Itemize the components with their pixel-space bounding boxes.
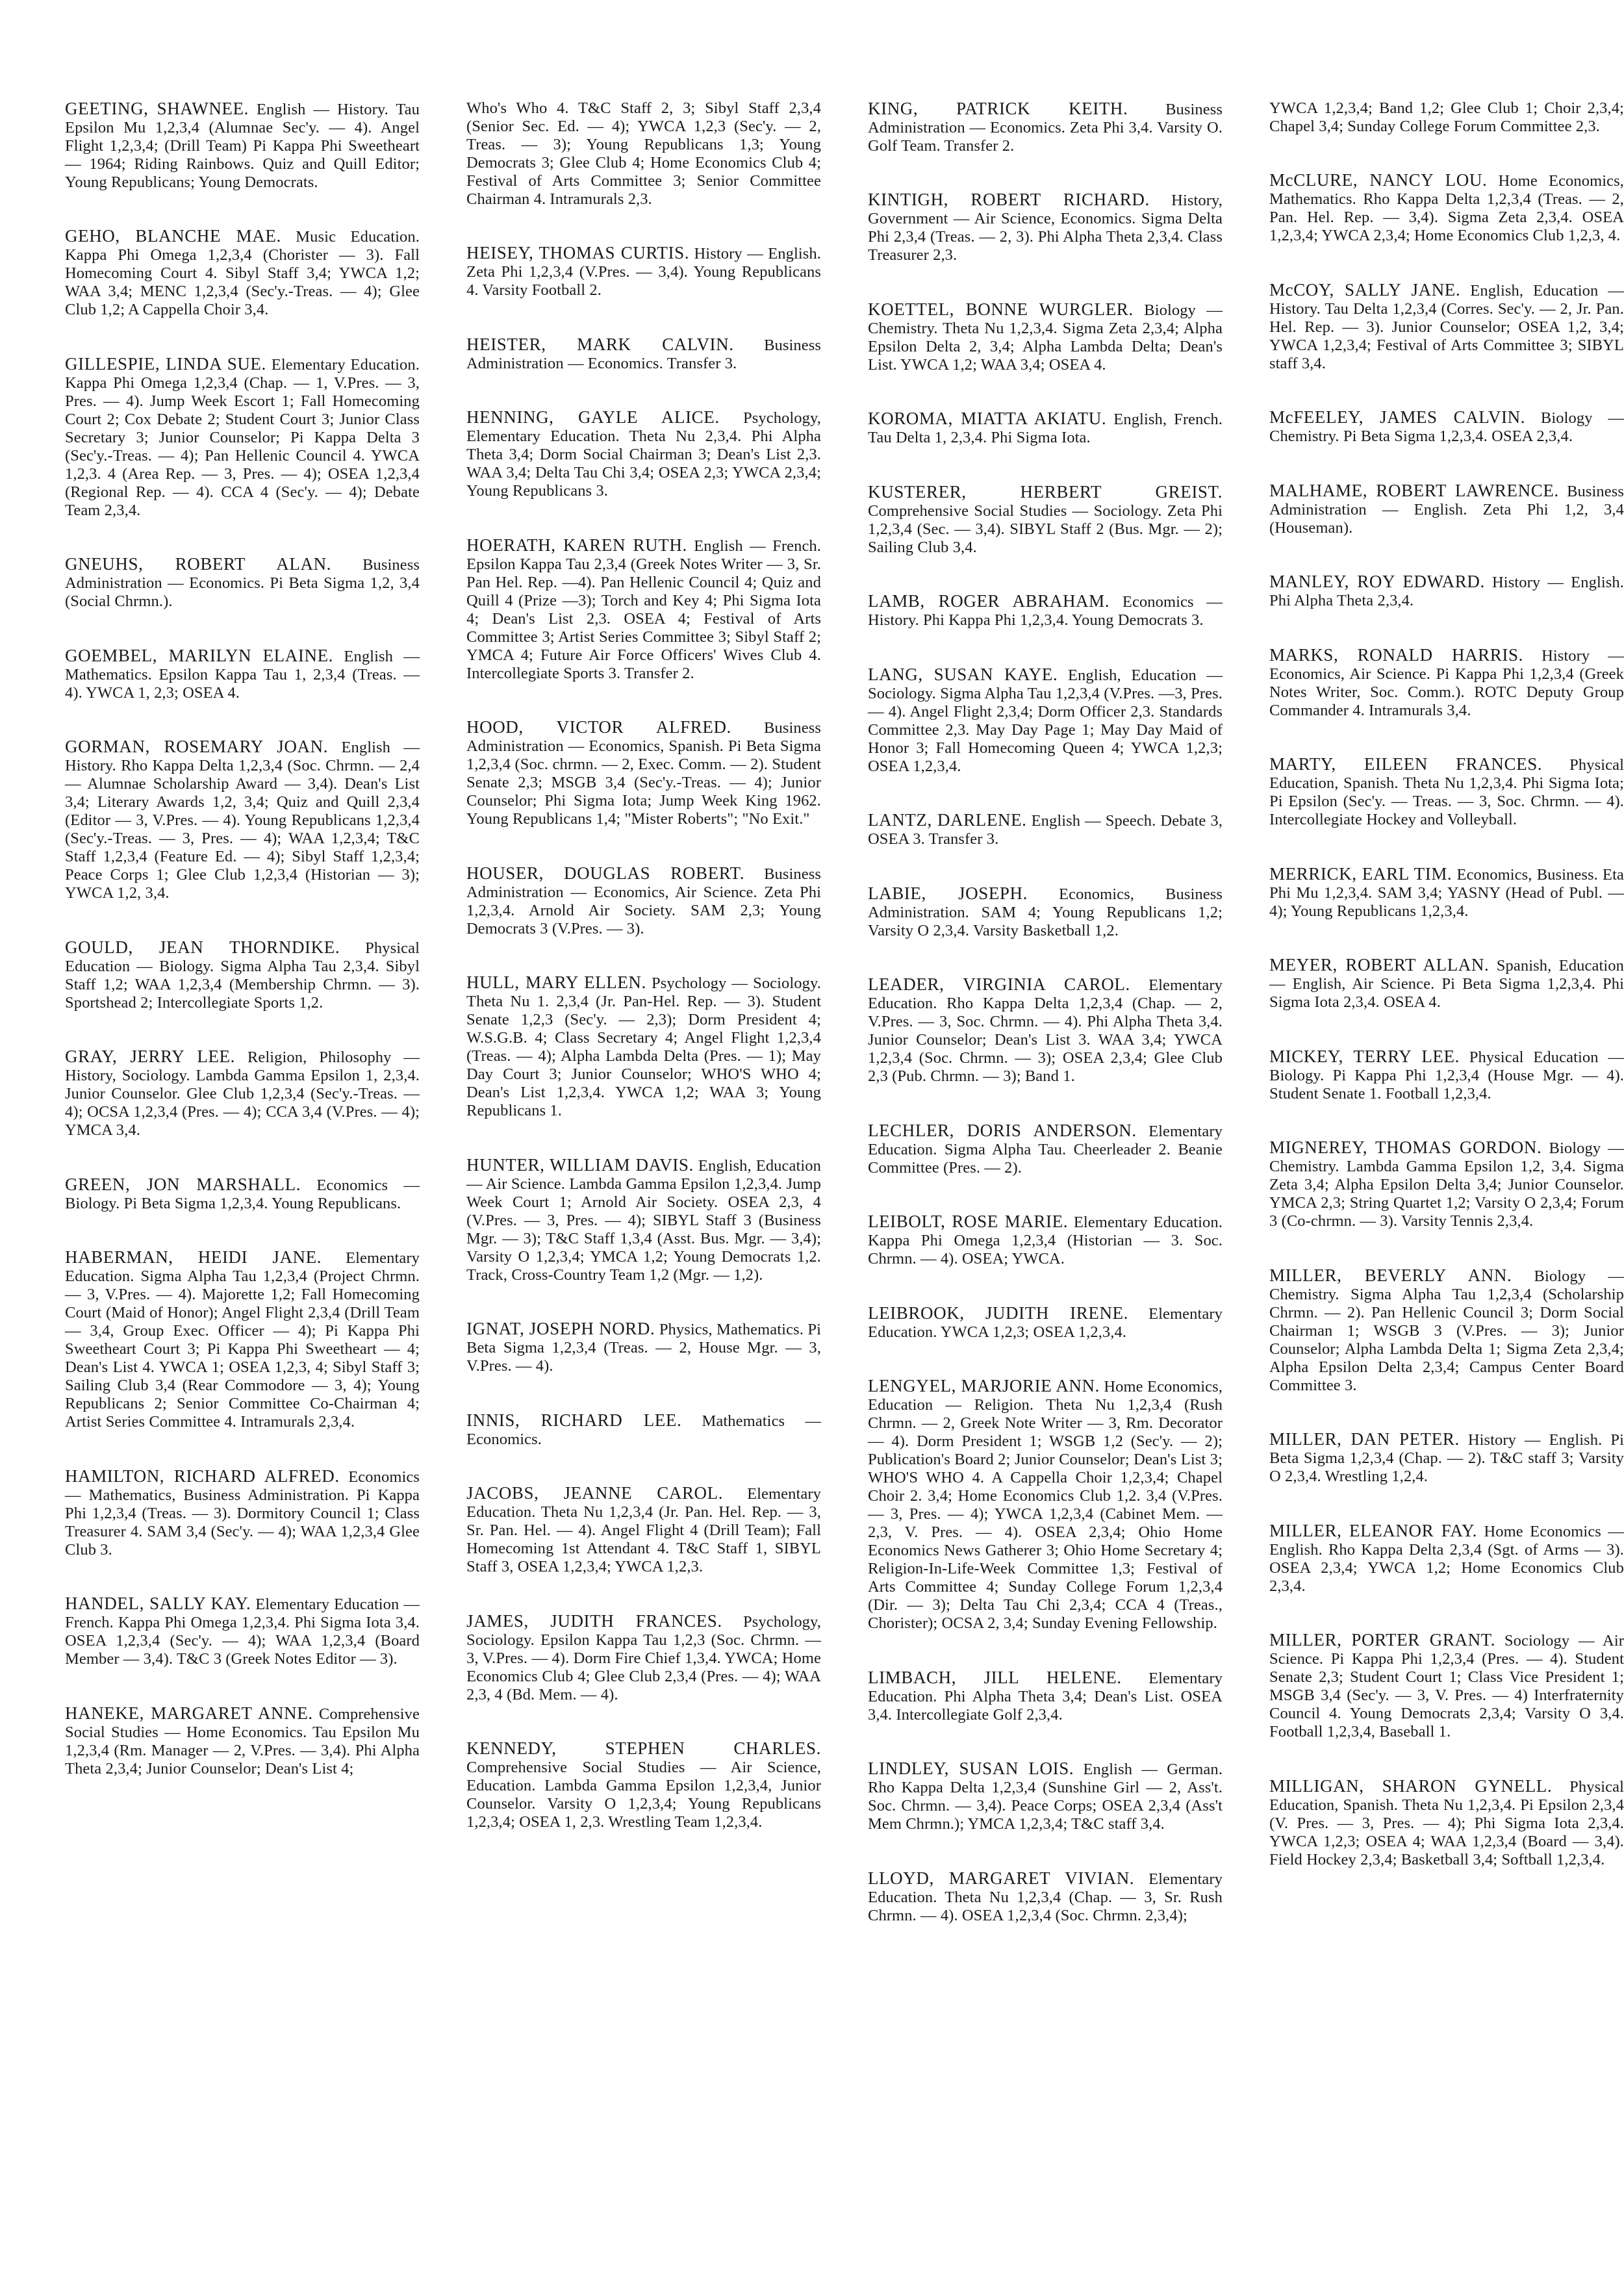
student-name: GORMAN, ROSEMARY JOAN.	[65, 737, 329, 756]
student-entry	[868, 1869, 1223, 1925]
column-2	[466, 83, 821, 2279]
student-name: LLOYD, MARGARET VIVIAN.	[868, 1868, 1135, 1888]
student-activities: Economics — Mathematics, Business Administration. Pi Kappa Phi 1,2,3,4 (Treas. — 3). Dormitory Council 1; Class Treasurer 4. SAM 3,4 (Sec'y. — 4); WAA 1,2,3,4 Glee Club 3.	[65, 1468, 420, 1559]
student-name: KUSTERER, HERBERT GREIST.	[868, 481, 1223, 502]
student-entry	[868, 1304, 1223, 1342]
student-name: HENNING, GAYLE ALICE.	[466, 407, 720, 427]
student-activities: Business Administration — Economics. Transfer 3.	[466, 336, 821, 372]
student-activities: Psychology, Sociology. Epsilon Kappa Tau 1,2,3 (Soc. Chrmn. — 3, V.Pres. — 4). Dorm Fire Chief 1,3,4. YWCA; Home Economics Club 4; Glee Club 2,3,4 (Pres. — 4); WAA 2,3, 4 (Bd. Mem. — 4).	[466, 1612, 822, 1703]
student-name: INNIS, RICHARD LEE.	[466, 1410, 682, 1430]
student-entry	[1269, 1266, 1624, 1395]
student-activities: English, Education — History. Tau Delta 1,2,3,4 (Corres. Sec'y. — 2, Jr. Pan. Hel. Rep. — 3). Junior Counselor; OSEA 1,2, 3,4; YWCA 1,2,3,4; Festival of Arts Committee 3; SIBYL staff 3,4.	[1269, 281, 1624, 372]
student-entry	[1269, 1138, 1624, 1230]
column-1	[65, 83, 420, 2279]
student-name: MICKEY, TERRY LEE.	[1269, 1046, 1460, 1066]
student-activities: Elementary Education. Theta Nu 1,2,3,4 (Chap. — 3, Sr. Rush Chrmn. — 4). OSEA 1,2,3,4 (Soc. Chrmn. 2,3,4);	[868, 1870, 1223, 1924]
student-entry	[1269, 1521, 1624, 1596]
student-entry	[466, 1156, 821, 1284]
student-activities: Elementary Education. Theta Nu 1,2,3,4 (Jr. Pan. Hel. Rep. — 3, Sr. Pan. Hel. — 4). Angel Flight 4 (Drill Team); Fall Homecoming 1st Attendant 4. T&C Staff 1, SIBYL Staff 3, OSEA 1,2,3,4; YWCA 1,2,3.	[466, 1485, 821, 1575]
student-activities: History — English. Pi Beta Sigma 1,2,3,4 (Chap. — 2). T&C staff 3; Varsity O 2,3,4. Wrestling 1,2,4.	[1269, 1431, 1624, 1485]
student-name: McFEELEY, JAMES CALVIN.	[1269, 407, 1526, 427]
student-name: HEISTER, MARK CALVIN.	[466, 334, 734, 354]
student-activities: Mathematics — Economics.	[466, 1412, 821, 1448]
student-entry	[1269, 865, 1624, 921]
student-name: MERRICK, EARL TIM.	[1269, 863, 1453, 884]
student-name: MILLER, BEVERLY ANN.	[1269, 1265, 1512, 1285]
student-name: LABIE, JOSEPH.	[868, 883, 1028, 903]
student-entry	[1269, 956, 1624, 1012]
student-name: MEYER, ROBERT ALLAN.	[1269, 955, 1490, 974]
student-entry	[466, 864, 821, 938]
student-name: LEIBOLT, ROSE MARIE.	[868, 1212, 1069, 1231]
student-activities: English — History. Tau Epsilon Mu 1,2,3,4 (Alumnae Sec'y. — 4). Angel Flight 1,2,3,4; (Drill Team) Pi Kappa Phi Sweetheart — 1964; Riding Rainbows. Quiz and Quill Editor; Young Republicans; Young Democrats.	[65, 100, 420, 191]
student-activities: Biology — Chemistry. Sigma Alpha Tau 1,2,3,4 (Scholarship Chrmn. — 2). Pan Hellenic Council 3; Dorm Social Chairman 1; WSGB 3 (V.Pres. — 3); Junior Counselor; Alpha Lambda Delta 1; Sigma Zeta 2,3,4; Alpha Epsilon Delta 2,3,4; Campus Center Board Committee 3.	[1269, 1267, 1624, 1394]
student-entry	[868, 300, 1223, 374]
student-name: LANG, SUSAN KAYE.	[868, 664, 1058, 684]
student-activities: Music Education. Kappa Phi Omega 1,2,3,4 (Chorister — 3). Fall Homecoming Court 4. Sibyl Staff 3,4; YWCA 1,2; WAA 3,4; MENC 1,2,3,4 (Sec'y.-Treas. — 4); Glee Club 1,2; A Cappella Choir 3,4.	[65, 228, 420, 318]
student-entry	[1269, 481, 1624, 537]
student-name: LEIBROOK, JUDITH IRENE.	[868, 1303, 1128, 1323]
student-activities: History — English. Phi Alpha Theta 2,3,4.	[1269, 574, 1624, 609]
student-activities: Biology — Chemistry. Theta Nu 1,2,3,4. Sigma Zeta 2,3,4; Alpha Epsilon Delta 2, 3,4; Alpha Lambda Delta; Dean's List. YWCA 1,2; WAA 3,4; OSEA 4.	[868, 301, 1223, 374]
student-activities: History, Government — Air Science, Economics. Sigma Delta Phi 2,3,4 (Treas. — 2, 3). Phi Alpha Theta 2,3,4. Class Treasurer 2,3.	[868, 192, 1223, 264]
student-activities: Business Administration — Economics, Spanish. Pi Beta Sigma 1,2,3,4 (Soc. chrmn. — 2, Exec. Comm. — 2). Student Senate 2,3; MSGB 3,4 (Sec'y.-Treas. — 4); Junior Counselor; Phi Sigma Iota; Jump Week King 1962. Young Republicans 1,4; "Mister Roberts"; "No Exit."	[466, 719, 821, 828]
student-name: HOUSER, DOUGLAS ROBERT.	[466, 863, 745, 883]
student-entry-continued	[466, 99, 821, 209]
student-activities: Elementary Education — French. Kappa Phi Omega 1,2,3,4. Phi Sigma Iota 3,4. OSEA 1,2,3,4 (Sec'y. — 4); WAA 1,2,3,4 (Board Member — 3,4). T&C 3 (Greek Notes Editor — 3).	[65, 1596, 420, 1668]
student-name: KOETTEL, BONNE WURGLER.	[868, 299, 1134, 319]
student-name: KENNEDY, STEPHEN CHARLES.	[466, 1738, 821, 1758]
student-entry	[466, 1612, 821, 1704]
student-name: HOOD, VICTOR ALFRED.	[466, 717, 731, 737]
student-name: MARTY, EILEEN FRANCES.	[1269, 754, 1543, 774]
student-name: McCOY, SALLY JANE.	[1269, 279, 1461, 299]
student-name: MANLEY, ROY EDWARD.	[1269, 572, 1485, 591]
student-activities: English — French. Epsilon Kappa Tau 2,3,4 (Greek Notes Writer — 3, Sr. Pan Hel. Rep. —4). Pan Hellenic Council 4; Quiz and Quill 4 (Prize —3); Torch and Key 4; Phi Sigma Iota 4; Dean's List 2,3. OSEA 4; Festival of Arts Committee 3; Artist Series Committee 3; Sibyl Staff 2; YMCA 4; Future Air Force Officers' Wives Club 4. Intercollegiate Sports 3. Transfer 2.	[466, 537, 821, 682]
student-entry	[1269, 1631, 1624, 1741]
student-name: HABERMAN, HEIDI JANE.	[65, 1247, 322, 1267]
student-name: HANEKE, MARGARET ANNE.	[65, 1703, 313, 1723]
student-name: LAMB, ROGER ABRAHAM.	[868, 591, 1110, 611]
student-name: LINDLEY, SUSAN LOIS.	[868, 1759, 1074, 1778]
student-name: HULL, MARY ELLEN.	[466, 973, 646, 992]
student-name: MILLER, ELEANOR FAY.	[1269, 1520, 1477, 1540]
student-entry	[1269, 171, 1624, 245]
student-entry	[868, 1377, 1223, 1633]
student-name: McCLURE, NANCY LOU.	[1269, 170, 1488, 190]
student-activities: Elementary Education. Kappa Phi Omega 1,2,3,4 (Chap. — 1, V.Pres. — 3, Pres. — 4). Jump Week Escort 1; Fall Homecoming Court 2; Cox Debate 2; Student Court 3; Junior Class Secretary 3; Junior Counselor; Pi Kappa Delta 3 (Sec'y.-Treas. — 4); Pan Hellenic Council 4. YWCA 1,2,3. 4 (Area Rep. — 3, Pres. — 4); OSEA 1,2,3,4 (Regional Rep. — 4). CCA 4 (Sec'y. — 4); Debate Team 2,3,4.	[65, 355, 420, 519]
student-activities: Home Economics — English. Rho Kappa Delta 2,3,4 (Sgt. of Arms — 3). OSEA 2,3,4; YWCA 1,2; Home Economics Club 2,3,4.	[1269, 1522, 1624, 1595]
student-entry	[1269, 1430, 1624, 1486]
student-name: MILLER, PORTER GRANT.	[1269, 1630, 1496, 1649]
student-entry	[868, 1759, 1223, 1833]
student-name: MIGNEREY, THOMAS GORDON.	[1269, 1138, 1542, 1157]
student-activities: Business Administration — Economics. Zeta Phi 3,4. Varsity O. Golf Team. Transfer 2.	[868, 100, 1223, 155]
student-activities: English — History. Rho Kappa Delta 1,2,3,4 (Soc. Chrmn. — 2,4 — Alumnae Scholarship Award — 3,4). Dean's List 3,4; Literary Awards 1,2, 3,4; Quiz and Quill 2,3,4 (Editor — 3, V.Pres. — 4). Young Republicans 1,2,3,4 (Sec'y.-Treas. — 3, Pres. — 4); WAA 1,2,3,4; T&C Staff 1,2,3,4 (Feature Ed. — 4); Sibyl Staff 1,2,3,4; Peace Corps 1; Glee Club 1,2,3,4 (Historian — 3); YWCA 1,2, 3,4.	[65, 739, 420, 902]
student-activities: Home Economics, Education — Religion. Theta Nu 1,2,3,4 (Rush Chrmn. — 2, Greek Note Writer — 3, Rm. Decorator — 4). Dorm President 1; WSGB 1,2 (Sec'y. — 2); Publication's Board 2; Junior Counselor; Dean's List 3; WHO'S WHO 4. A Cappella Choir 1,2,3,4; Chapel Choir 2. 3,4; Home Economics Club 1,2. 3,4 (V.Pres. — 3, Pres. — 4); YWCA 1,2,3,4 (Cabinet Mem. — 2,3, V. Pres. — 4). OSEA 2,3,4; Ohio Home Economics News Gatherer 3; Ohio Home Secretary 4; Religion-In-Life-Week Committee 1,3; Festival of Arts Committee 4; Sunday College Forum 1,2,3,4 (Dir. — 3); Delta Tau Chi 2,3,4; CCA 4 (Treas., Chorister); OCSA 2, 3,4; Sunday Evening Fellowship.	[868, 1378, 1223, 1632]
student-entry	[868, 1212, 1223, 1268]
student-name: GILLESPIE, LINDA SUE.	[65, 353, 266, 374]
student-entry	[868, 811, 1223, 848]
student-activities: History — English. Zeta Phi 1,2,3,4 (V.Pres. — 3,4). Young Republicans 4. Varsity Football 2.	[466, 245, 821, 299]
student-activities: Psychology, Elementary Education. Theta Nu 2,3,4. Phi Alpha Theta 3,4; Dorm Social Chairman 3; Dean's List 2,3. WAA 3,4; Delta Tau Chi 3,4; OSEA 2,3; YWCA 2,3,4; Young Republicans 3.	[466, 409, 821, 500]
student-activities: YWCA 1,2,3,4; Band 1,2; Glee Club 1; Choir 2,3,4; Chapel 3,4; Sunday College Forum Committee 2,3.	[1269, 99, 1624, 135]
student-activities: Business Administration — Economics, Air Science. Zeta Phi 1,2,3,4. Arnold Air Society. SAM 2,3; Young Democrats 3 (V.Pres. — 3).	[466, 865, 821, 937]
student-name: GRAY, JERRY LEE.	[65, 1047, 235, 1066]
student-activities: Business Administration — Economics. Pi Beta Sigma 1,2, 3,4 (Social Chrmn.).	[65, 556, 420, 610]
student-activities: Elementary Education. Kappa Phi Omega 1,2,3,4 (Historian — 3. Soc. Chrmn. — 4). OSEA; YWCA.	[868, 1214, 1223, 1267]
student-entry	[65, 646, 420, 702]
student-entry	[1269, 1047, 1624, 1103]
student-name: HEISEY, THOMAS CURTIS.	[466, 243, 690, 262]
student-activities: Business Administration — English. Zeta Phi 1,2, 3,4 (Houseman).	[1269, 482, 1624, 537]
student-activities: Economics, Business Administration. SAM 4; Young Republicans 1,2; Varsity O 2,3,4. Varsity Basketball 1,2.	[868, 885, 1223, 939]
student-name: KINTIGH, ROBERT RICHARD.	[868, 190, 1150, 209]
student-entry	[65, 1047, 420, 1140]
student-activities: Economics — Biology. Pi Beta Sigma 1,2,3,4. Young Republicans.	[65, 1176, 420, 1212]
student-activities: Psychology — Sociology. Theta Nu 1. 2,3,4 (Jr. Pan-Hel. Rep. — 3). Student Senate 1,2,3 (Sec'y. — 2,3); Dorm President 4; W.S.G.B. 4; Class Secretary 4; Angel Flight 1,2,3,4 (Treas. — 4); Alpha Lambda Delta (Pres. — 1); May Day Court 3; Junior Counselor; WHO'S WHO 4; Dean's List 1,2,3,4. YWCA 1,2; WAA 3; Young Republicans 1.	[466, 974, 821, 1119]
student-name: JAMES, JUDITH FRANCES.	[466, 1611, 722, 1631]
student-entry	[868, 409, 1223, 447]
student-entry	[466, 335, 821, 373]
student-entry	[65, 1704, 420, 1778]
student-entry	[65, 555, 420, 611]
student-name: HUNTER, WILLIAM DAVIS.	[466, 1154, 694, 1175]
student-name: LENGYEL, MARJORIE ANN.	[868, 1376, 1100, 1395]
student-name: KOROMA, MIATTA AKIATU.	[868, 409, 1107, 428]
student-name: MARKS, RONALD HARRIS.	[1269, 644, 1523, 665]
student-activities: Economics, Business. Eta Phi Mu 1,2,3,4. SAM 3,4; YASNY (Head of Publ. — 4); Young Republicans 1,2,3,4.	[1269, 865, 1624, 920]
student-name: HAMILTON, RICHARD ALFRED.	[65, 1466, 340, 1486]
student-activities: Biology — Chemistry. Lambda Gamma Epsilon 1,2, 3,4. Sigma Zeta 3,4; Alpha Epsilon Delta 3,4; Junior Counselor. YMCA 2,3; String Quartet 1,2; Varsity O 2,3,4; Forum 3 (Co-chrmn. — 3). Varsity Tennis 2,3,4.	[1269, 1140, 1624, 1230]
student-entry	[868, 592, 1223, 630]
student-entry	[65, 737, 420, 902]
student-entry	[868, 665, 1223, 776]
student-name: MILLIGAN, SHARON GYNELL.	[1269, 1776, 1553, 1796]
student-activities: Physics, Mathematics. Pi Beta Sigma 1,2,3,4 (Treas. — 2, House Mgr. — 3, V.Pres. — 4).	[466, 1321, 821, 1375]
student-activities: Who's Who 4. T&C Staff 2, 3; Sibyl Staff 2,3,4 (Senior Sec. Ed. — 4); YWCA 1,2,3 (Sec'y. — 2, Treas. — 3); Young Republicans 1,3; Young Democrats 3; Glee Club 4; Home Economics Club 4; Festival of Arts Committee 3; Senior Committee Chairman 4. Intramurals 2,3.	[466, 99, 821, 208]
student-entry	[868, 975, 1223, 1086]
student-name: GEETING, SHAWNEE.	[65, 98, 249, 118]
student-activities: Elementary Education. Rho Kappa Delta 1,2,3,4 (Chap. — 2, V.Pres. — 3, Soc. Chrmn. — 4). Phi Alpha Theta 3,4. Junior Counselor; Dean's List 3. WAA 3,4; YWCA 1,2,3,4 (Soc. Chrmn. — 3); OSEA 2,3,4; Glee Club 2,3 (Pub. Chrmn. — 3); Band 1.	[868, 976, 1223, 1085]
student-activities: English, Education — Air Science. Lambda Gamma Epsilon 1,2,3,4. Jump Week Court 1; Arnold Air Society. OSEA 2,3, 4 (V.Pres. — 3, Pres. — 4); SIBYL Staff 3 (Business Mgr. — 3); T&C Staff 1,3,4 (Asst. Bus. Mgr. — 3,4); Varsity O 1,2,3,4; YMCA 1,2; Young Democrats 1,2. Track, Cross-Country Team 1,2 (Mgr. — 1,2).	[466, 1156, 821, 1284]
student-activities: Economics — History. Phi Kappa Phi 1,2,3,4. Young Democrats 3.	[868, 593, 1223, 629]
column-3	[868, 83, 1223, 2279]
student-activities: English, Education — Sociology. Sigma Alpha Tau 1,2,3,4 (V.Pres. —3, Pres. — 4). Angel Flight 2,3,4; Dorm Officer 2,3. Standards Committee 2,3. May Day Page 1; May Day Maid of Honor 3; Fall Homecoming Queen 4; YWCA 1,2,3; OSEA 1,2,3,4.	[868, 666, 1223, 775]
student-entry	[65, 1175, 420, 1213]
student-activities: History — Economics, Air Science. Pi Kappa Phi 1,2,3,4 (Greek Notes Writer, Soc. Comm.). ROTC Deputy Group Commander 4. Intramurals 3,4.	[1269, 646, 1624, 719]
student-entry	[65, 938, 420, 1012]
student-name: MILLER, DAN PETER.	[1269, 1429, 1460, 1449]
student-activities: Elementary Education. YWCA 1,2,3; OSEA 1,2,3,4.	[868, 1305, 1223, 1341]
student-activities: Elementary Education. Sigma Alpha Tau 1,2,3,4 (Project Chrmn. — 3, V.Pres. — 4). Majorette 1,2; Fall Homecoming Court (Maid of Honor); Angel Flight 2,3,4 (Drill Team — 3,4, Group Exec. Officer — 4); Pi Kappa Phi Sweetheart Court 3; Pi Kappa Phi Sweetheart — 4; Dean's List 4. YWCA 1; OSEA 1,2,3, 4; Sibyl Staff 3; Sailing Club 3,4 (Rear Commodore — 3, 4); Young Republicans 2; Senior Committee Co-Chairman 4; Artist Series Committee 4. Intramurals 2,3,4.	[65, 1249, 420, 1431]
student-entry	[65, 99, 420, 192]
student-activities: Home Economics, Mathematics. Rho Kappa Delta 1,2,3,4 (Treas. — 2, Pan. Hel. Rep. — 3,4). Sigma Zeta 2,3,4. OSEA 1,2,3,4; YWCA 2,3,4; Home Economics Club 1,2,3, 4.	[1269, 172, 1624, 244]
student-activities: Elementary Education. Phi Alpha Theta 3,4; Dean's List. OSEA 3,4. Intercollegiate Golf 2,3,4.	[868, 1669, 1223, 1724]
student-entry	[65, 1467, 420, 1559]
student-entry	[466, 718, 821, 828]
student-activities: Spanish, Education — English, Air Science. Pi Beta Sigma 1,2,3,4. Phi Sigma Iota 2,3,4. OSEA 4.	[1269, 957, 1624, 1011]
student-activities: English — Speech. Debate 3, OSEA 3. Transfer 3.	[868, 812, 1223, 848]
student-activities: Physical Education — Biology. Pi Kappa Phi 1,2,3,4 (House Mgr. — 4). Student Senate 1. Football 1,2,3,4.	[1269, 1048, 1624, 1102]
student-activities: Comprehensive Social Studies — Home Economics. Tau Epsilon Mu 1,2,3,4 (Rm. Manager — 2, V.Pres. — 3,4). Phi Alpha Theta 2,3,4; Junior Counselor; Dean's List 4;	[65, 1705, 420, 1777]
student-entry	[65, 227, 420, 319]
student-entry	[466, 536, 821, 683]
student-entry	[1269, 1777, 1624, 1869]
student-entry	[868, 99, 1223, 155]
student-activities: Comprehensive Social Studies — Air Science, Education. Lambda Gamma Epsilon 1,2,3,4, Junior Counselor. Varsity O 1,2,3,4; Young Republicans 1,2,3,4; OSEA 1, 2,3. Wrestling Team 1,2,3,4.	[466, 1759, 821, 1831]
student-entry	[466, 973, 821, 1120]
student-name: LECHLER, DORIS ANDERSON.	[868, 1120, 1137, 1140]
student-name: GNEUHS, ROBERT ALAN.	[65, 554, 332, 574]
student-activities: Sociology — Air Science. Pi Kappa Phi 1,2,3,4 (Pres. — 4). Student Senate 2,3; Student Court 1; Class Vice President 1; MSGB 3,4 (Sec'y. — 3, V. Pres. — 4) Interfraternity Council 4. Young Democrats 2,3,4; Varsity O 3,4. Football 1,2,3,4, Baseball 1.	[1269, 1632, 1624, 1740]
student-entry	[466, 1411, 821, 1449]
student-name: LIMBACH, JILL HELENE.	[868, 1667, 1122, 1687]
student-name: LEADER, VIRGINIA CAROL.	[868, 974, 1130, 994]
student-entry	[466, 408, 821, 500]
student-name: IGNAT, JOSEPH NORD.	[466, 1319, 655, 1338]
student-entry	[1269, 755, 1624, 829]
student-entry	[1269, 281, 1624, 373]
student-activities: Physical Education, Spanish. Theta Nu 1,2,3,4. Phi Sigma Iota; Pi Epsilon (Sec'y. — Treas. — 3, Soc. Chrmn. — 4). Intercollegiate Hockey and Volleyball.	[1269, 756, 1624, 828]
student-activities: Elementary Education. Sigma Alpha Tau. Cheerleader 2. Beanie Committee (Pres. — 2).	[868, 1122, 1223, 1177]
student-activities: Comprehensive Social Studies — Sociology. Zeta Phi 1,2,3,4 (Sec. — 3,4). SIBYL Staff 2 (Bus. Mgr. — 2); Sailing Club 3,4.	[868, 502, 1223, 556]
student-activities: Biology — Chemistry. Pi Beta Sigma 1,2,3,4. OSEA 2,3,4.	[1269, 409, 1624, 445]
column-4	[1269, 83, 1624, 2279]
student-entry	[466, 1739, 821, 1831]
student-entry	[466, 1319, 821, 1375]
student-entry	[1269, 408, 1624, 446]
student-entry	[868, 1668, 1223, 1724]
student-activities: Religion, Philosophy — History, Sociology. Lambda Gamma Epsilon 1, 2,3,4. Junior Counselor. Glee Club 1,2,3,4 (Sec'y.-Treas. — 4); OCSA 1,2,3,4 (Pres. — 4); CCA 3,4 (V.Pres. — 4); YMCA 3,4.	[65, 1049, 420, 1139]
student-entry	[65, 355, 420, 520]
student-name: KING, PATRICK KEITH.	[868, 98, 1128, 118]
student-entry	[65, 1248, 420, 1431]
student-activities: English — Mathematics. Epsilon Kappa Tau 1, 2,3,4 (Treas. — 4). YWCA 1, 2,3; OSEA 4.	[65, 647, 420, 702]
student-activities: English — German. Rho Kappa Delta 1,2,3,4 (Sunshine Girl — 2, Ass't. Soc. Chrmn. — 3,4). Peace Corps; OSEA 2,3,4 (Ass't Mem Chrmn.); YMCA 1,2,3,4; T&C staff 3,4.	[868, 1761, 1223, 1833]
student-entry	[65, 1594, 420, 1668]
student-name: GOULD, JEAN THORNDIKE.	[65, 937, 340, 957]
student-name: HANDEL, SALLY KAY.	[65, 1594, 251, 1613]
student-name: HOERATH, KAREN RUTH.	[466, 535, 687, 555]
student-entry	[868, 1121, 1223, 1177]
student-entry	[466, 1484, 821, 1576]
student-entry	[466, 244, 821, 299]
student-name: GEHO, BLANCHE MAE.	[65, 226, 281, 246]
student-entry	[868, 190, 1223, 264]
student-activities: Physical Education, Spanish. Theta Nu 1,2,3,4. Pi Epsilon 2,3,4 (V. Pres. — 3, Pres. — 4); Phi Sigma Iota 2,3,4. YWCA 1,2,3; OSEA 4; WAA 1,2,3,4 (Board — 3,4). Field Hockey 2,3,4; Basketball 3,4; Softball 1,2,3,4.	[1269, 1777, 1624, 1868]
student-entry-continued	[1269, 99, 1624, 136]
student-activities: Physical Education — Biology. Sigma Alpha Tau 2,3,4. Sibyl Staff 1,2; WAA 1,2,3,4 (Membership Chrmn. — 3). Sportshead 2; Intercollegiate Sports 1,2.	[65, 939, 420, 1012]
student-entry	[868, 483, 1223, 557]
student-name: LANTZ, DARLENE.	[868, 810, 1027, 830]
student-name: GOEMBEL, MARILYN ELAINE.	[65, 645, 334, 665]
student-name: MALHAME, ROBERT LAWRENCE.	[1269, 480, 1559, 500]
student-entry	[868, 884, 1223, 940]
student-name: JACOBS, JEANNE CAROL.	[466, 1483, 724, 1503]
student-entry	[1269, 572, 1624, 610]
student-activities: English, French. Tau Delta 1, 2,3,4. Phi Sigma Iota.	[868, 411, 1223, 446]
student-name: GREEN, JON MARSHALL.	[65, 1174, 301, 1194]
student-entry	[1269, 646, 1624, 720]
